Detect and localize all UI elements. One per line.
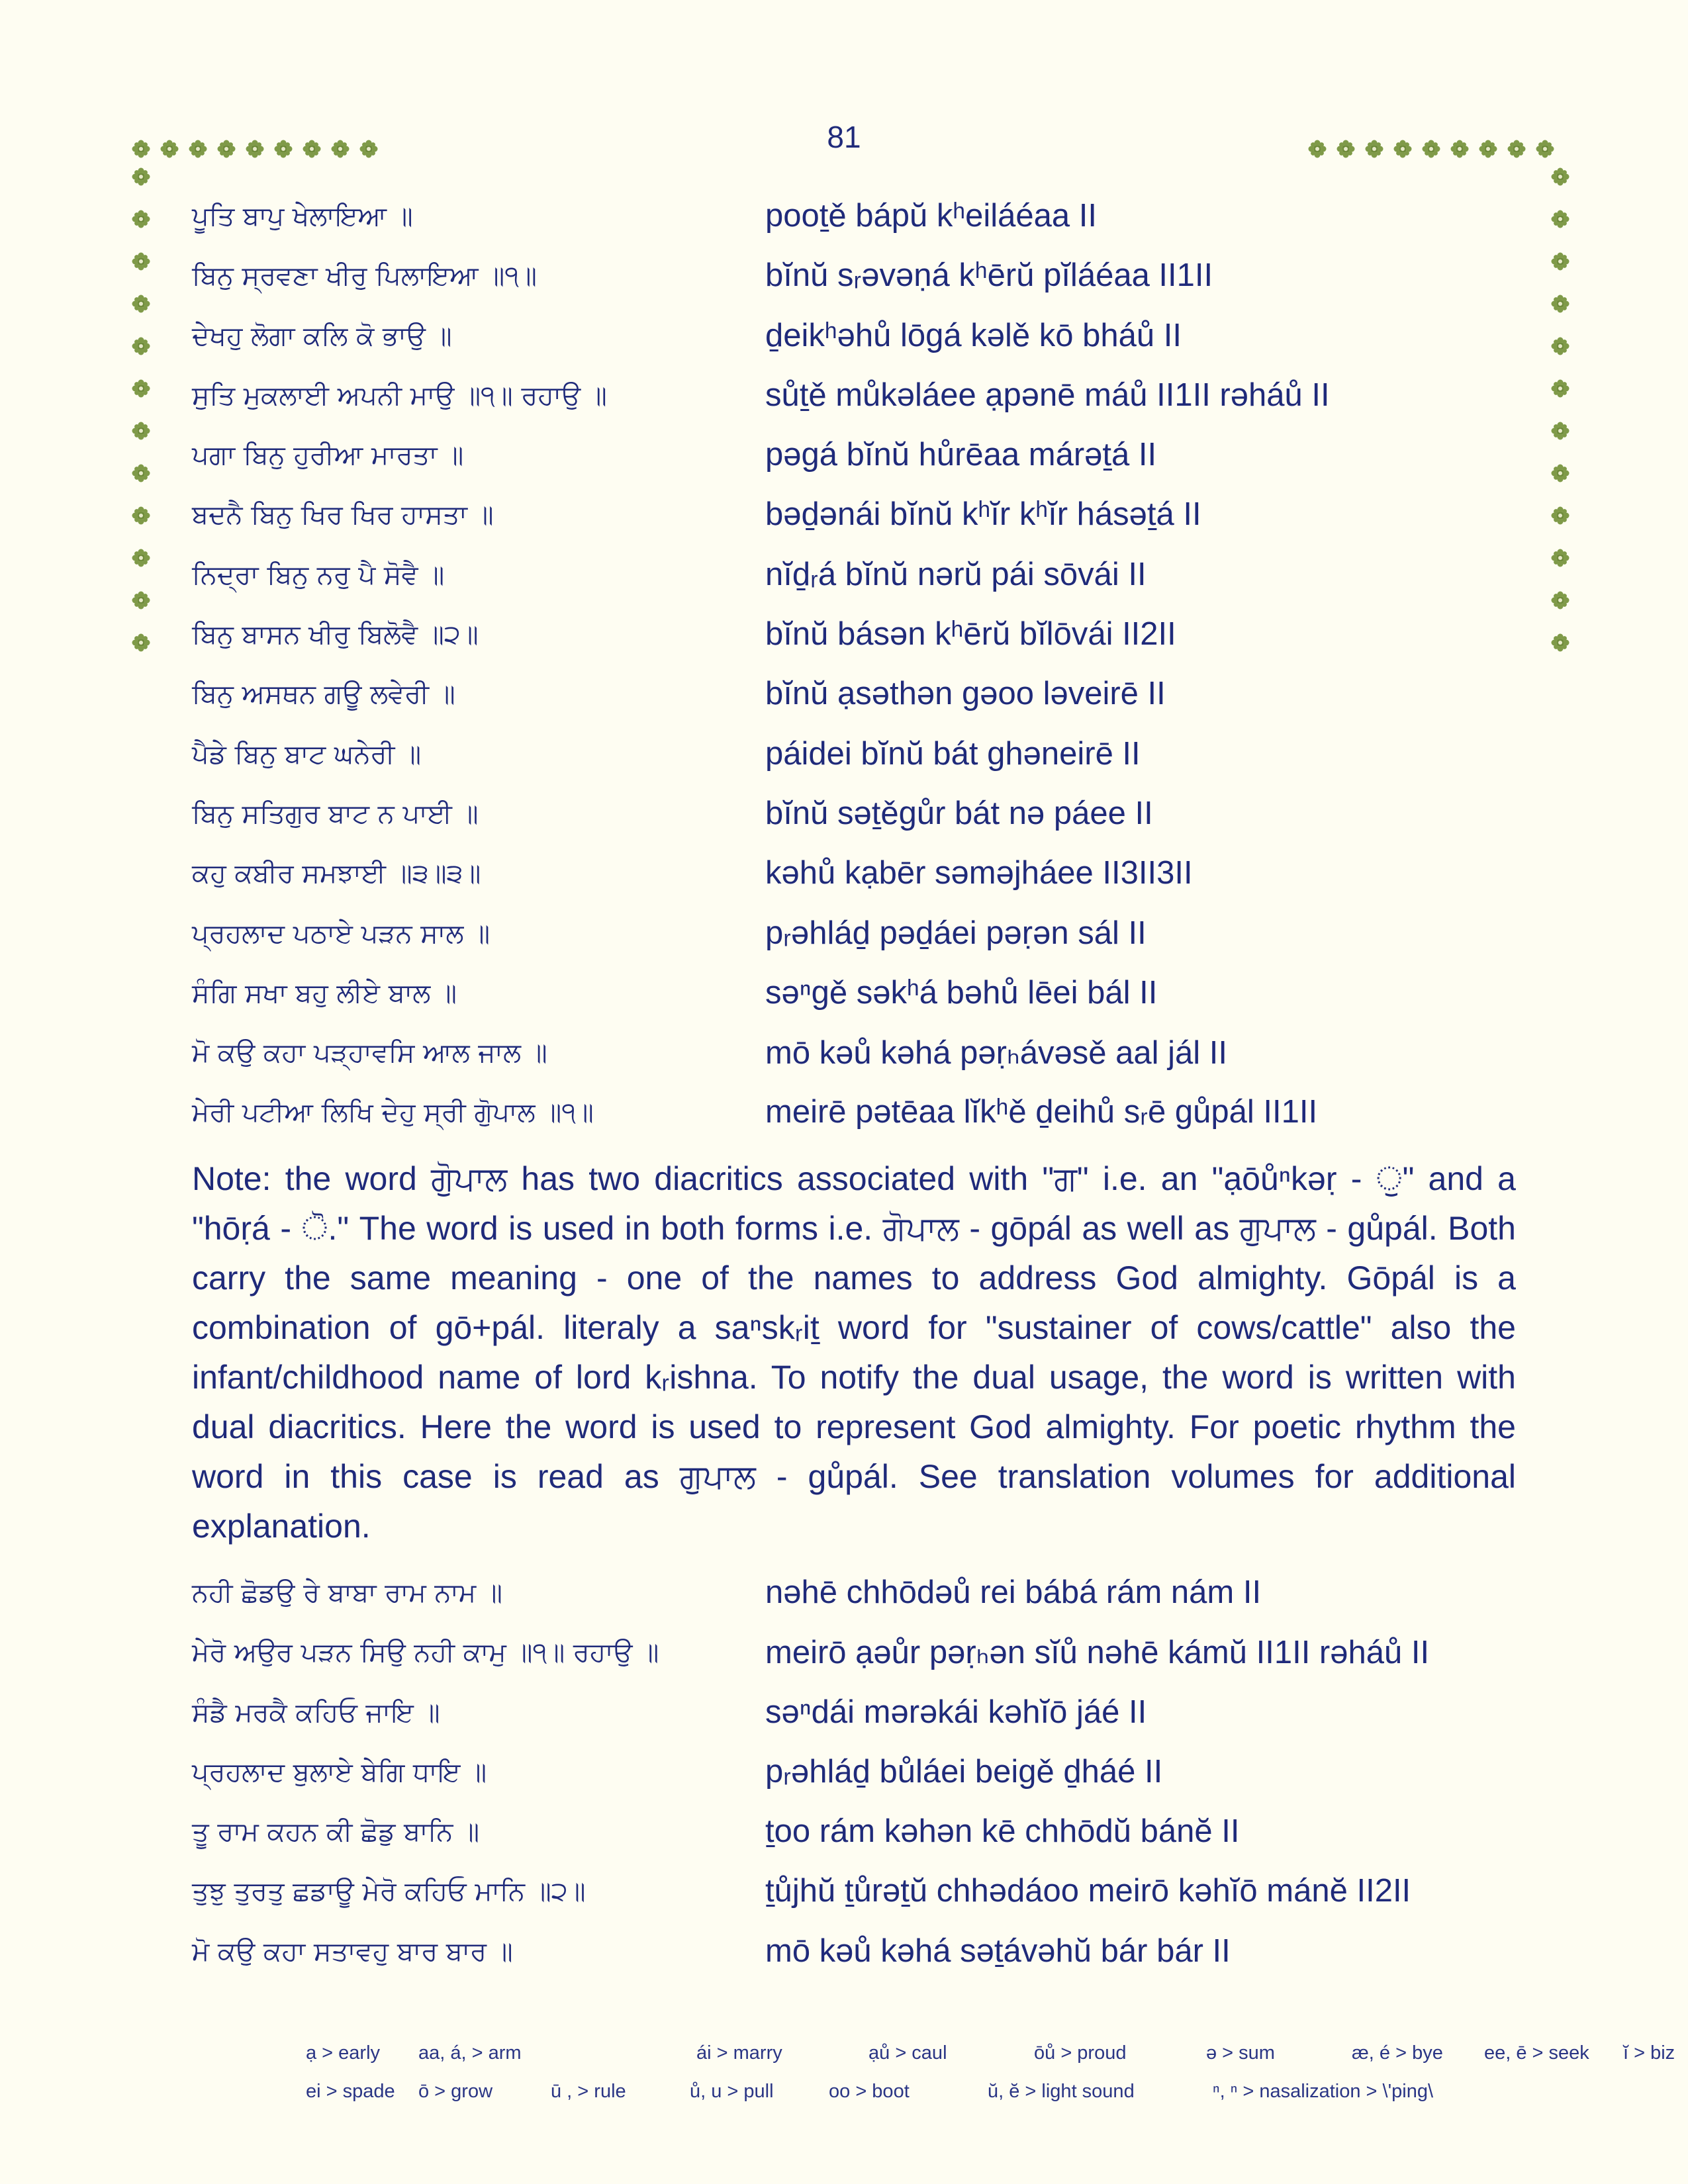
gurmukhi-line: ਸੁਤਿ ਮੁਕਲਾਈ ਅਪਨੀ ਮਾਉ ॥੧॥ ਰਹਾਉ ॥	[192, 380, 607, 411]
gurmukhi-line: ਸੰਡੈ ਮਰਕੈ ਕਹਿਓ ਜਾਇ ॥	[192, 1697, 440, 1728]
verse-row	[192, 371, 1536, 431]
flower-ornament-icon	[1550, 294, 1570, 314]
verses-top	[192, 192, 1536, 1148]
legend-item: ō > grow	[418, 2081, 493, 2102]
legend-item: ū , > rule	[551, 2081, 626, 2102]
legend-item: æ, é > bye	[1352, 2042, 1443, 2064]
gurmukhi-line: ਤੂ ਰਾਮ ਕਹਨ ਕੀ ਛੋਡੁ ਬਾਨਿ ॥	[192, 1817, 480, 1848]
flower-ornament-icon	[1364, 139, 1384, 159]
gurmukhi-line: ਮੇਰੋ ਅਉਰ ਪੜਨ ਸਿਉ ਨਹੀ ਕਾਮੁ ॥੧॥ ਰਹਾਉ ॥	[192, 1637, 659, 1668]
transliteration-line: meirē pətēaa lĭkʰě ḏeihů sᵣē gůpál II1II	[765, 1094, 1318, 1130]
flower-ornament-icon	[131, 590, 151, 610]
transliteration-line: mō kəů kəhá pəṛₕávəsě aal jál II	[765, 1035, 1228, 1071]
gurmukhi-line: ਤੁਝੁ ਤੁਰਤੁ ਛਡਾਊ ਮੇਰੋ ਕਹਿਓ ਮਾਨਿ ॥੨॥	[192, 1876, 586, 1907]
verse-row	[192, 849, 1536, 909]
gurmukhi-line: ਪ੍ਰਹਲਾਦ ਪਠਾਏ ਪੜਨ ਸਾਲ ॥	[192, 918, 491, 949]
legend-item: ĭ > biz	[1623, 2042, 1675, 2064]
transliteration-line: meirō ạəůr pəṛₕən sĭů nəhē kámŭ II1II rəháů II	[765, 1635, 1430, 1671]
flower-ornament-icon	[131, 548, 151, 568]
note-paragraph: Note: the word ਗੁੋਪਾਲ has two diacritics associated with "ਗ" i.e. an "ạōůⁿkəṛ - ੁ" and a "hōṛá - ੋ." The word is used in both forms i.e. ਗੋਪਾਲ - gōpál as well as ਗੁਪਾਲ - gůpál. Both carry the same meaning - one of the names to address God almighty. Gōpál is a combination of gō+pál. literaly a saⁿskᵣiṯ word for "sustainer of cows/cattle" also the infant/childhood name of lord kᵣishna. To notify the dual usage, the word is written with dual diacritics. Here the word is used to represent God almighty. For poetic rhythm the word in this case is read as ਗੁਪਾਲ - gůpál. See translation volumes for additional explanation.	[192, 1160, 1516, 1545]
verse-row	[192, 1569, 1536, 1628]
flower-ornament-icon	[1393, 139, 1413, 159]
verse-row	[192, 730, 1536, 790]
flower-ornament-icon	[188, 139, 208, 159]
transliteration-line: bĭnŭ səṯěgůr bát nə páee II	[765, 795, 1153, 831]
transliteration-line: sůṯě můkəláee ạpənē máů II1II rəháů II	[765, 377, 1330, 413]
verse-row	[192, 1088, 1536, 1148]
verse-row	[192, 670, 1536, 729]
flower-ornament-icon	[131, 294, 151, 314]
flower-ornament-icon	[1550, 506, 1570, 525]
gurmukhi-line: ਕਹੁ ਕਬੀਰ ਸਮਝਾਈ ॥੩॥੩॥	[192, 858, 481, 889]
gurmukhi-line: ਪੈਡੇ ਬਿਨੁ ਬਾਟ ਘਨੇਰੀ ॥	[192, 739, 422, 770]
flower-ornament-icon	[131, 336, 151, 356]
legend-item: ů, u > pull	[690, 2081, 774, 2102]
transliteration-line: ṯoo rám kəhən kē chhōdŭ bánĕ II	[765, 1813, 1240, 1850]
pronunciation-legend	[306, 2042, 1675, 2119]
transliteration-line: bĭnŭ sᵣəvəṇá kʰērŭ pĭláéaa II1II	[765, 257, 1213, 294]
verse-row	[192, 431, 1536, 490]
gurmukhi-line: ਮੇਰੀ ਪਟੀਆ ਲਿਖਿ ਦੇਹੁ ਸ੍ਰੀ ਗੁੋਪਾਲ ॥੧॥	[192, 1097, 594, 1128]
verse-row	[192, 790, 1536, 849]
verse-row	[192, 251, 1536, 311]
legend-item: ōů > proud	[1034, 2042, 1127, 2064]
gurmukhi-line: ਬਿਨੁ ਅਸਥਨ ਗਊ ਲਵੇਰੀ ॥	[192, 679, 455, 710]
verse-row	[192, 1807, 1536, 1867]
flower-ornament-icon	[1550, 167, 1570, 187]
flower-ornament-icon	[1550, 590, 1570, 610]
flower-ornament-icon	[1478, 139, 1498, 159]
flower-ornament-icon	[1550, 209, 1570, 229]
flower-ornament-icon	[302, 139, 322, 159]
flower-ornament-icon	[1507, 139, 1526, 159]
legend-item: ạ > early	[306, 2042, 381, 2064]
flower-ornament-icon	[1307, 139, 1327, 159]
verse-row	[192, 312, 1536, 371]
transliteration-line: bĭnŭ ạsəthən gəoo ləveirē II	[765, 676, 1166, 712]
verse-row	[192, 1748, 1536, 1807]
transliteration-line: nəhē chhōdəů rei bábá rám nám II	[765, 1574, 1262, 1610]
flower-ornament-icon	[330, 139, 350, 159]
flower-ornament-icon	[1550, 548, 1570, 568]
legend-item: ạů > caul	[868, 2042, 947, 2064]
legend-row	[306, 2042, 1675, 2081]
gurmukhi-line: ਬਿਨੁ ਸ੍ਰਵਣਾ ਖੀਰੁ ਪਿਲਾਇਆ ॥੧॥	[192, 261, 537, 292]
gurmukhi-line: ਪ੍ਰਹਲਾਦ ਬੁਲਾਏ ਬੇਗਿ ਧਾਇ ॥	[192, 1756, 487, 1788]
flower-ornament-icon	[245, 139, 265, 159]
legend-item: ee, ē > seek	[1484, 2042, 1589, 2064]
legend-item: ŭ, ĕ > light sound	[988, 2081, 1135, 2102]
transliteration-line: nĭḏᵣá bĭnŭ nərŭ pái sōvái II	[765, 556, 1147, 592]
verse-row	[192, 909, 1536, 969]
flower-ornament-icon	[1550, 633, 1570, 653]
transliteration-line: ṯůjhŭ ṯůrəṯŭ chhədáoo meirō kəhĭō mánĕ II2II	[765, 1873, 1411, 1909]
transliteration-line: pooṯě bápŭ kʰeiláéaa II	[765, 198, 1098, 234]
flower-ornament-icon	[131, 421, 151, 441]
flower-ornament-icon	[1550, 251, 1570, 271]
legend-item: ə > sum	[1206, 2042, 1275, 2064]
flower-ornament-icon	[1550, 336, 1570, 356]
transliteration-line: pᵣəhláḏ pəḏáei pəṛən sál II	[765, 915, 1147, 951]
verse-row	[192, 1867, 1536, 1927]
verse-row	[192, 610, 1536, 670]
flower-ornament-icon	[131, 463, 151, 483]
gurmukhi-line: ਮੋ ਕਉ ਕਹਾ ਸਤਾਵਹੁ ਬਾਰ ਬਾਰ ॥	[192, 1936, 513, 1967]
legend-item: oo > boot	[829, 2081, 910, 2102]
verse-row	[192, 192, 1536, 251]
legend-item: ái > marry	[696, 2042, 782, 2064]
transliteration-line: səⁿgě səkʰá bəhů lēei bál II	[765, 974, 1158, 1011]
flower-ornament-icon	[1535, 139, 1555, 159]
verses-bottom	[192, 1569, 1536, 1987]
transliteration-line: kəhů kạbēr səməjháee II3II3II	[765, 855, 1193, 891]
transliteration-line: bəḏənái bĭnŭ kʰĭr kʰĭr hásəṯá II	[765, 496, 1201, 533]
verse-row	[192, 1927, 1536, 1987]
flower-ornament-icon	[131, 379, 151, 398]
flower-ornament-icon	[1550, 379, 1570, 398]
transliteration-line: ḏeikʰəhů lōgá kəlě kō bháů II	[765, 317, 1182, 353]
gurmukhi-line: ਪੂਤਿ ਬਾਪੁ ਖੇਲਾਇਆ ॥	[192, 201, 413, 232]
gurmukhi-line: ਨਹੀ ਛੋਡਉ ਰੇ ਬਾਬਾ ਰਾਮ ਨਾਮ ॥	[192, 1578, 502, 1608]
legend-item: ei > spade	[306, 2081, 395, 2102]
page-number: 81	[827, 120, 861, 154]
flower-ornament-icon	[216, 139, 236, 159]
verse-row	[192, 490, 1536, 550]
legend-item: aa, á, > arm	[418, 2042, 522, 2064]
legend-item: ⁿ, ⁿ > nasalization > \'ping\	[1213, 2081, 1434, 2102]
gurmukhi-line: ਬਿਨੁ ਸਤਿਗੁਰ ਬਾਟ ਨ ਪਾਈ ॥	[192, 798, 479, 829]
flower-ornament-icon	[131, 167, 151, 187]
legend-row	[306, 2081, 1497, 2119]
flower-ornament-icon	[131, 139, 151, 159]
verse-row	[192, 1628, 1536, 1688]
flower-ornament-icon	[1421, 139, 1441, 159]
flower-ornament-icon	[1450, 139, 1470, 159]
flower-ornament-icon	[131, 506, 151, 525]
transliteration-line: páidei bĭnŭ bát ghəneirē II	[765, 735, 1141, 772]
transliteration-line: pəgá bĭnŭ hůrēaa márəṯá II	[765, 437, 1157, 473]
gurmukhi-line: ਨਿਦ੍ਰਾ ਬਿਨੁ ਨਰੁ ਪੈ ਸੋਵੈ ॥	[192, 559, 445, 590]
transliteration-line: mō kəů kəhá səṯávəhŭ bár bár II	[765, 1933, 1231, 1969]
verse-row	[192, 1688, 1536, 1748]
verse-row	[192, 1028, 1536, 1088]
gurmukhi-line: ਬਦਨੈ ਬਿਨੁ ਖਿਰ ਖਿਰ ਹਾਸਤਾ ॥	[192, 500, 494, 531]
gurmukhi-line: ਸੰਗਿ ਸਖਾ ਬਹੁ ਲੀਏ ਬਾਲ ॥	[192, 978, 457, 1009]
flower-ornament-icon	[1550, 421, 1570, 441]
flower-ornament-icon	[131, 633, 151, 653]
transliteration-line: pᵣəhláḏ bůláei beigě ḏháé II	[765, 1753, 1163, 1790]
flower-ornament-icon	[131, 209, 151, 229]
gurmukhi-line: ਦੇਖਹੁ ਲੋਗਾ ਕਲਿ ਕੋ ਭਾਉ ॥	[192, 320, 452, 351]
gurmukhi-line: ਪਗਾ ਬਿਨੁ ਹੁਰੀਆ ਮਾਰਤਾ ॥	[192, 440, 464, 471]
flower-ornament-icon	[359, 139, 379, 159]
verse-row	[192, 551, 1536, 610]
gurmukhi-line: ਬਿਨੁ ਬਾਸਨ ਖੀਰੁ ਬਿਲੋਵੈ ॥੨॥	[192, 619, 479, 651]
flower-ornament-icon	[160, 139, 179, 159]
transliteration-line: səⁿdái mərəkái kəhĭō jáé II	[765, 1694, 1147, 1730]
flower-ornament-icon	[131, 251, 151, 271]
flower-ornament-icon	[273, 139, 293, 159]
flower-ornament-icon	[1550, 463, 1570, 483]
gurmukhi-line: ਮੋ ਕਉ ਕਹਾ ਪੜ੍ਹਾਵਸਿ ਆਲ ਜਾਲ ॥	[192, 1038, 547, 1069]
flower-ornament-icon	[1336, 139, 1356, 159]
transliteration-line: bĭnŭ básən kʰērŭ bĭlōvái II2II	[765, 616, 1176, 653]
verse-row	[192, 969, 1536, 1028]
